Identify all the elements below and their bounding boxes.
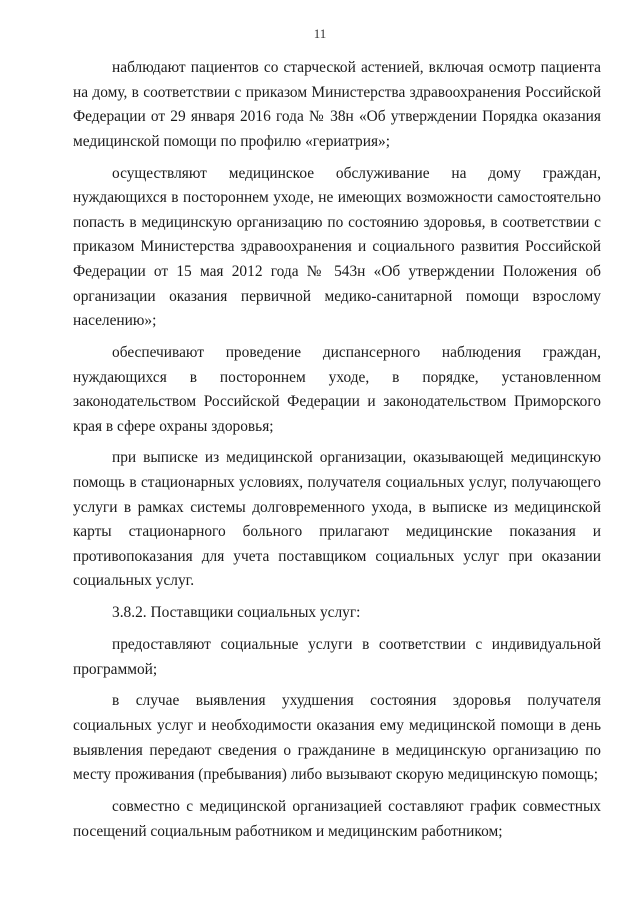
paragraph-individual-program: предоставляют социальные услуги в соответствии с индивидуальной программой;: [73, 636, 601, 678]
paragraph-discharge-extract: при выписке из медицинской организации, оказывающей медицинскую помощь в стационарных условиях, получателя социальных услуг, получающего услуги в рамках системы долговременного ухода, в выписке из медицинской карты стационарного больного прилагают медицинские показания и противопоказания для учета поставщиком социальных услуг при оказании социальных услуг.: [73, 449, 601, 590]
page-number: 11: [313, 26, 327, 41]
paragraph-joint-visit-schedule: совместно с медицинской организацией составляют график совместных посещений социальным работником и медицинским работником;: [73, 797, 601, 840]
paragraph-health-deterioration: в случае выявления ухудшения состояния здоровья получателя социальных услуг и необходимости оказания ему медицинской помощи в день выявления передают сведения о гражданине в медицинскую организацию по месту проживания (пребывания) либо вызывают скорую медицинскую помощь;: [73, 692, 601, 784]
paragraph-geriatric-observation: наблюдают пациентов со старческой астенией, включая осмотр пациента на дому, в соответствии с приказом Министерства здравоохранения Российской Федерации от 29 января 2016 года № 38н «Об утверждении Порядка оказания медицинской помощи по профилю «гериатрия»;: [73, 59, 601, 150]
document-body: [73, 56, 601, 851]
section-heading-3-8-2: 3.8.2. Поставщики социальных услуг:: [112, 604, 361, 622]
paragraph-dispensary-observation: обеспечивают проведение диспансерного наблюдения граждан, нуждающихся в постороннем уходе, в порядке, установленном законодательством Российской Федерации и законодательством Приморского края в сфере охраны здоровья;: [73, 343, 601, 435]
paragraph-home-medical-service: осуществляют медицинское обслуживание на дому граждан, нуждающихся в постороннем уходе, не имеющих возможности самостоятельно попасть в медицинскую организацию по состоянию здоровья, в соответствии с приказом Министерства здравоохранения и социального развития Российской Федерации от 15 мая 2012 года № 543н «Об утверждении Положения об организации оказания первичной медико-санитарной помощи взрослому населению»;: [73, 164, 601, 330]
